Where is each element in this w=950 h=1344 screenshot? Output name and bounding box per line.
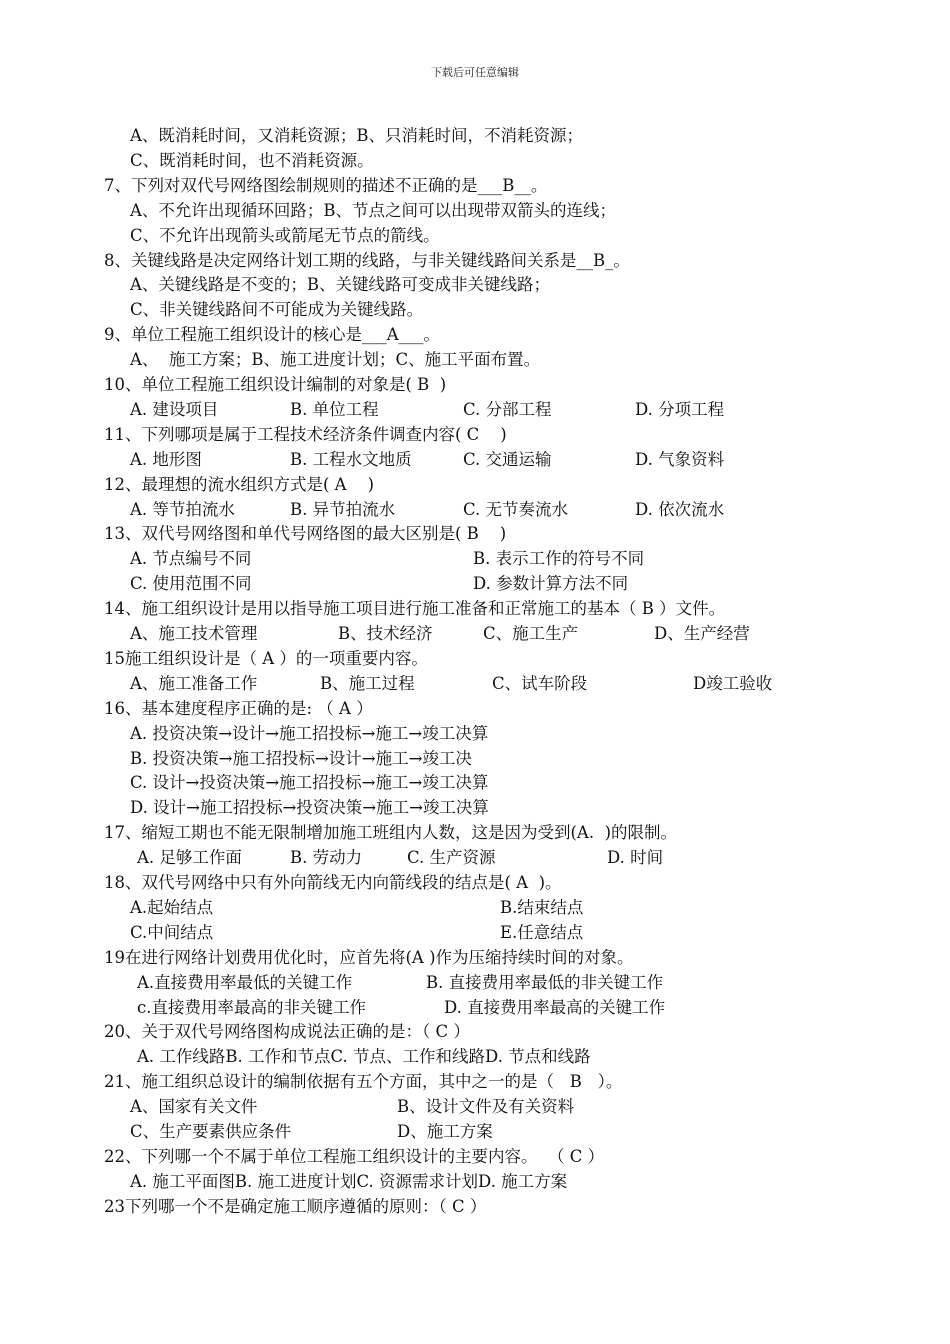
text-line: 7、下列对双代号网络图绘制规则的描述不正确的是___B__。 <box>104 175 548 195</box>
text-line: 10、单位工程施工组织设计编制的对象是( B ) <box>104 375 447 394</box>
text-line: A.直接费用率最低的关键工作 <box>137 972 353 992</box>
option-text: D. 直接费用率最高的关键工作 <box>444 997 666 1017</box>
text-line: A、关键线路是不变的；B、关键线路可变成非关键线路； <box>130 275 551 295</box>
option-text: D. 气象资料 <box>635 449 725 469</box>
option-text: B.结束结点 <box>500 897 584 917</box>
text-line: D. 设计→施工招投标→投资决策→施工→竣工决算 <box>130 798 489 818</box>
option-text: B、技术经济 <box>338 624 433 643</box>
option-text: D. 依次流水 <box>635 499 725 519</box>
text-line: 11、下列哪项是属于工程技术经济条件调查内容( C ) <box>104 424 507 444</box>
option-text: D竣工验收 <box>693 673 773 693</box>
text-line: A. 等节拍流水 <box>130 499 235 519</box>
text-line: 20、关于双代号网络图构成说法正确的是：（ C ） <box>104 1022 470 1042</box>
option-text: B. 工程水文地质 <box>290 449 412 469</box>
option-text: B、施工过程 <box>320 673 415 693</box>
text-line: B. 投资决策→施工招投标→设计→施工→竣工决 <box>130 748 472 768</box>
text-line: 17、缩短工期也不能无限制增加施工班组内人数，这是因为受到(A. )的限制。 <box>104 823 678 843</box>
text-line: A.起始结点 <box>130 897 214 917</box>
option-text: B. 劳动力 <box>290 848 363 868</box>
text-line: A. 施工平面图B. 施工进度计划C. 资源需求计划D. 施工方案 <box>130 1171 568 1191</box>
option-text: B. 表示工作的符号不同 <box>473 549 645 569</box>
option-text: B. 异节拍流水 <box>290 499 396 519</box>
text-line: 22、下列哪一个不属于单位工程施工组织设计的主要内容。 （ C ） <box>104 1146 605 1166</box>
text-line: 18、双代号网络中只有外向箭线无内向箭线段的结点是( A )。 <box>104 873 562 892</box>
text-line: C、生产要素供应条件 <box>130 1122 292 1141</box>
option-text: D、生产经营 <box>654 624 750 643</box>
option-text: D. 时间 <box>607 848 664 868</box>
text-line: C. 使用范围不同 <box>130 574 252 594</box>
text-line: A、不允许出现循环回路；B、节点之间可以出现带双箭头的连线； <box>130 200 617 220</box>
option-text: C. 生产资源 <box>407 848 496 868</box>
text-line: 14、施工组织设计是用以指导施工项目进行施工准备和正常施工的基本（ B ）文件。 <box>104 599 726 619</box>
option-text: E.任意结点 <box>500 922 584 942</box>
text-line: C、不允许出现箭头或箭尾无节点的箭线。 <box>130 225 440 245</box>
option-text: C、施工生产 <box>483 624 579 643</box>
text-line: C. 设计→投资决策→施工招投标→施工→竣工决算 <box>130 773 489 793</box>
text-line: A、施工技术管理 <box>130 624 258 643</box>
text-line: C.中间结点 <box>130 922 214 942</box>
text-line: A、施工准备工作 <box>130 673 258 693</box>
option-text: C. 无节奏流水 <box>463 499 569 519</box>
text-line: 12、最理想的流水组织方式是( A ) <box>104 474 375 494</box>
text-line: A、国家有关文件 <box>130 1097 258 1117</box>
text-line: 19在进行网络计划费用优化时，应首先将(A )作为压缩持续时间的对象。 <box>104 947 634 967</box>
text-line: A、既消耗时间，又消耗资源；B、只消耗时间，不消耗资源； <box>130 126 584 145</box>
text-line: 8、关键线路是决定网络计划工期的线路，与非关键线路间关系是__B_。 <box>104 250 630 270</box>
text-line: C、既消耗时间，也不消耗资源。 <box>130 150 374 170</box>
option-text: B. 直接费用率最低的非关键工作 <box>426 972 664 992</box>
text-line: 9、单位工程施工组织设计的核心是___A___。 <box>104 325 440 345</box>
option-text: C、试车阶段 <box>492 673 588 693</box>
option-text: C. 交通运输 <box>463 449 552 469</box>
option-text: D、施工方案 <box>397 1122 493 1141</box>
text-line: 21、施工组织总设计的编制依据有五个方面，其中之一的是（ B ）。 <box>104 1072 623 1092</box>
text-line: A. 节点编号不同 <box>130 549 252 569</box>
text-line: A、 施工方案；B、施工进度计划；C、施工平面布置。 <box>130 350 541 370</box>
text-line: 23下列哪一个不是确定施工顺序遵循的原则：（ C ） <box>104 1196 487 1216</box>
option-text: D. 参数计算方法不同 <box>473 574 629 594</box>
option-text: D. 分项工程 <box>635 399 725 419</box>
option-text: B. 单位工程 <box>290 399 379 419</box>
text-line: A. 投资决策→设计→施工招投标→施工→竣工决算 <box>130 723 489 743</box>
text-line: A. 工作线路B. 工作和节点C. 节点、工作和线路D. 节点和线路 <box>137 1047 591 1067</box>
page-header: 下载后可任意编辑 <box>431 66 519 79</box>
option-text: C. 分部工程 <box>463 399 552 419</box>
text-line: 15施工组织设计是（ A ）的一项重要内容。 <box>104 648 428 668</box>
text-line: A. 地形图 <box>130 449 202 469</box>
text-line: c.直接费用率最高的非关键工作 <box>137 997 366 1017</box>
text-line: 13、双代号网络图和单代号网络图的最大区别是( B ) <box>104 524 507 544</box>
text-line: A. 建设项目 <box>130 399 219 419</box>
text-line: 16、基本建度程序正确的是: （ A ） <box>104 698 373 718</box>
option-text: B、设计文件及有关资料 <box>397 1097 575 1117</box>
text-line: A. 足够工作面 <box>137 848 242 868</box>
text-line: C、非关键线路间不可能成为关键线路。 <box>130 300 424 320</box>
